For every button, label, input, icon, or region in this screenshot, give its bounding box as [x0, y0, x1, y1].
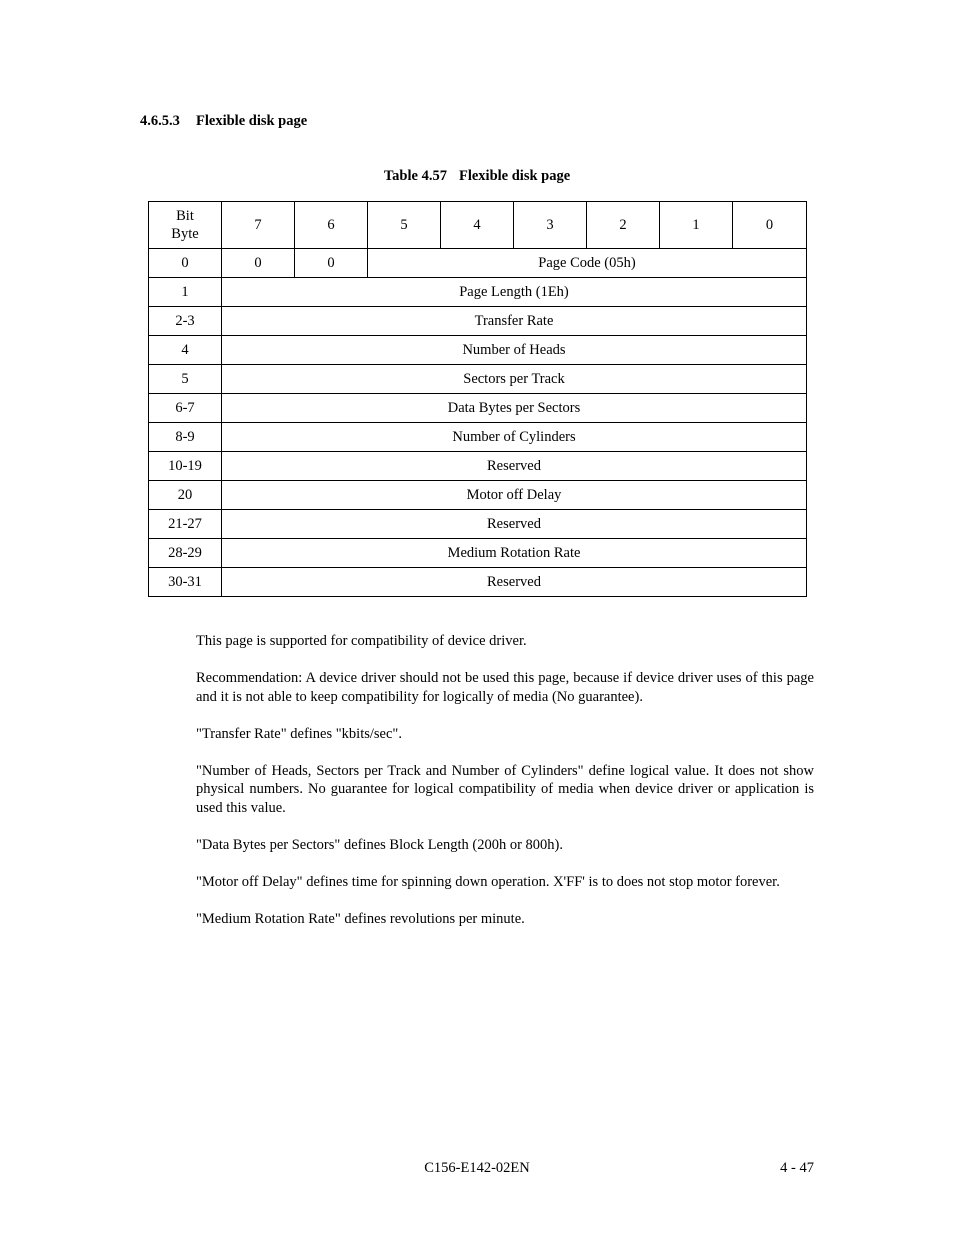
bit-header-3: 3: [514, 202, 587, 249]
byte-cell: 21-27: [149, 510, 222, 539]
field-cell: Medium Rotation Rate: [222, 539, 807, 568]
table-caption-title: Flexible disk page: [458, 168, 571, 184]
field-cell: Transfer Rate: [222, 307, 807, 336]
field-cell: Reserved: [222, 568, 807, 597]
field-cell: Reserved: [222, 452, 807, 481]
table-row: [149, 336, 807, 365]
table-row: [149, 278, 807, 307]
body-text: [196, 632, 814, 947]
field-cell: Number of Cylinders: [222, 423, 807, 452]
field-cell: Page Code (05h): [368, 249, 807, 278]
byte-cell: 6-7: [149, 394, 222, 423]
section-number: 4.6.5.3: [140, 113, 180, 129]
field-cell: Motor off Delay: [222, 481, 807, 510]
byte-cell: 30-31: [149, 568, 222, 597]
bit-header-5: 5: [368, 202, 441, 249]
byte-cell: 2-3: [149, 307, 222, 336]
table-row: [149, 452, 807, 481]
paragraph-motor-off-delay: "Motor off Delay" defines time for spinning down operation. X'FF' is to does not stop motor forever.: [196, 873, 780, 890]
paragraph-rotation-rate: "Medium Rotation Rate" defines revolutions per minute.: [196, 910, 525, 927]
byte-cell: 0: [149, 249, 222, 278]
table-row: [149, 423, 807, 452]
paragraph-compatibility: This page is supported for compatibility of device driver.: [196, 633, 527, 649]
byte-cell: 1: [149, 278, 222, 307]
table-header-row: [149, 202, 807, 249]
byte-cell: 28-29: [149, 539, 222, 568]
paragraph-data-bytes: "Data Bytes per Sectors" defines Block Length (200h or 800h).: [196, 836, 564, 853]
bit-header-0: 0: [733, 202, 807, 249]
byte-cell: 10-19: [149, 452, 222, 481]
bit-header-7: 7: [222, 202, 295, 249]
bit-header-4: 4: [441, 202, 514, 249]
byte-cell: 4: [149, 336, 222, 365]
table-row: [149, 568, 807, 597]
bit-header-2: 2: [587, 202, 660, 249]
paragraph-transfer-rate: "Transfer Rate" defines "kbits/sec".: [196, 725, 402, 742]
bit6-value-cell: 0: [295, 249, 368, 278]
bit7-value-cell: 0: [222, 249, 295, 278]
field-cell: Reserved: [222, 510, 807, 539]
section-title: Flexible disk page: [196, 113, 308, 129]
field-cell: Sectors per Track: [222, 365, 807, 394]
footer-page-number: 4 - 47: [780, 1160, 814, 1176]
table-row: [149, 539, 807, 568]
footer-doc-code: C156-E142-02EN: [424, 1160, 530, 1176]
table-row: [149, 249, 807, 278]
paragraph-logical-values: "Number of Heads, Sectors per Track and Number of Cylinders" define logical value. It does not show physical numbers. No guarantee for logical compatibility of media when device driver or application is used this value.: [196, 762, 814, 816]
table-caption: [0, 168, 954, 185]
corner-bit-label: Bit: [176, 208, 194, 224]
bit-header-6: 6: [295, 202, 368, 249]
table-row: [149, 481, 807, 510]
byte-cell: 8-9: [149, 423, 222, 452]
field-cell: Data Bytes per Sectors: [222, 394, 807, 423]
corner-byte-label: Byte: [171, 226, 199, 242]
field-cell: Page Length (1Eh): [222, 278, 807, 307]
bit-byte-corner-cell: [149, 202, 222, 249]
table-row: [149, 394, 807, 423]
byte-cell: 5: [149, 365, 222, 394]
table-row: [149, 307, 807, 336]
section-heading: [140, 113, 307, 130]
bit-header-1: 1: [660, 202, 733, 249]
flexible-disk-page-table: [148, 201, 807, 597]
table-caption-number: Table 4.57: [383, 168, 447, 184]
table-row: [149, 510, 807, 539]
byte-cell: 20: [149, 481, 222, 510]
field-cell: Number of Heads: [222, 336, 807, 365]
table-row: [149, 365, 807, 394]
paragraph-recommendation: Recommendation: A device driver should not be used this page, because if device driver uses of this page and it is not able to keep compatibility for logically of media (No guarantee).: [196, 670, 814, 705]
